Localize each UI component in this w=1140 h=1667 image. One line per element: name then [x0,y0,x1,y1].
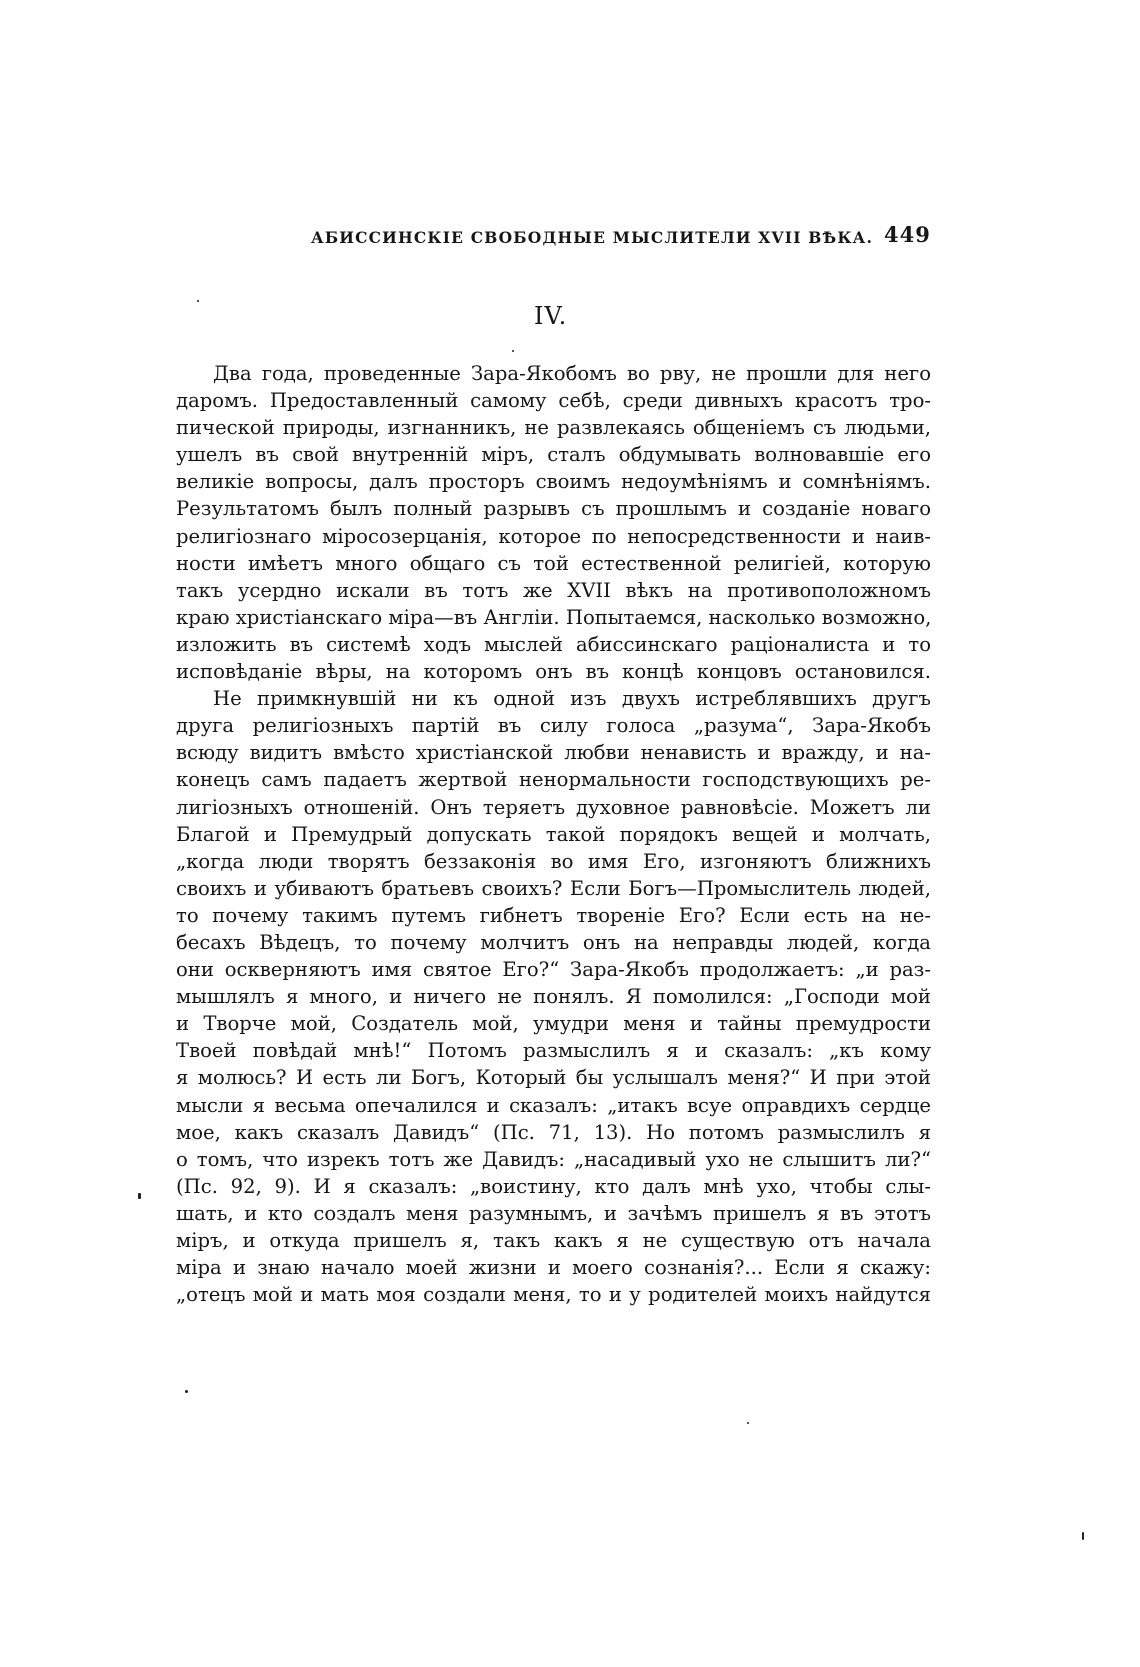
text-line: великіе вопросы, далъ просторъ своимъ недоумѣніямъ и сомнѣніямъ. [176,470,931,494]
text-line: Результатомъ былъ полный разрывъ съ прошлымъ и созданіе новаго [176,497,931,521]
text-line: бесахъ Вѣдецъ, то почему молчитъ онъ на неправды людей, когда [176,930,931,954]
text-line: мышлялъ я много, и ничего не понялъ. Я помолился: „Господи мой [176,985,931,1009]
text-line: ности имѣетъ много общаго съ той естественной религіей, которую [176,551,931,575]
text-line: всюду видитъ вмѣсто христіанской любви ненависть и вражду, и на- [176,741,931,765]
text-line: своихъ и убиваютъ братьевъ своихъ? Если Богъ—Промыслитель людей, [176,876,931,900]
text-line: они оскверняютъ имя святое Его?“ Зара-Якобъ продолжаетъ: „и раз- [176,958,931,982]
text-line: шать, и кто создалъ меня разумнымъ, и зачѣмъ пришелъ я въ этотъ [176,1201,931,1225]
page-number: 449 [884,222,931,247]
text-line: „отецъ мой и мать моя создали меня, то и у родителей моихъ найдутся [176,1283,931,1307]
text-line: Твоей повѣдай мнѣ!“ Потомъ размыслилъ я и сказалъ: „къ кому [176,1039,931,1063]
text-line: я молюсь? И есть ли Богъ, Который бы услышалъ меня?“ И при этой [176,1066,931,1090]
scan-speck [185,1390,188,1393]
text-line: и Творче мой, Создатель мой, умудри меня и тайны премудрости [176,1012,931,1036]
section-heading: IV. [534,302,568,330]
text-line: Не примкнувшій ни къ одной изъ двухъ истреблявшихъ другъ [213,687,931,711]
text-line: мое, какъ сказалъ Давидъ“ (Пс. 71, 13). Но потомъ размыслилъ я [176,1120,931,1144]
text-line: конецъ самъ падаетъ жертвой ненормальности господствующихъ ре- [176,768,931,792]
text-line: пической природы, изгнанникъ, не развлекаясь общеніемъ съ людьми, [176,416,931,440]
text-line: даромъ. Предоставленный самому себѣ, среди дивныхъ красотъ тро- [176,389,931,413]
text-line: ушелъ въ свой внутренній міръ, сталъ обдумывать волновавшіе его [176,443,931,467]
scan-speck [747,1422,749,1424]
text-line: мысли я весьма опечалился и сказалъ: „итакъ всуе оправдихъ сердце [176,1093,931,1117]
text-line: лигіозныхъ отношеній. Онъ теряетъ духовное равновѣсіе. Можетъ ли [176,795,931,819]
scan-speck [512,350,514,352]
scan-speck [197,300,199,302]
scan-speck [1082,1532,1084,1540]
running-head: АБИССИНСКІЕ СВОБОДНЫЕ МЫСЛИТЕЛИ XVII ВѢКА. [311,228,874,247]
text-line: изложить въ системѣ ходъ мыслей абиссинскаго раціоналиста и то [176,632,931,656]
text-line: религіознаго міросозерцанія, которое по непосредственности и наив- [176,524,931,548]
text-line: исповѣданіе вѣры, на которомъ онъ въ концѣ концовъ остановился. [176,660,931,684]
text-line: такъ усердно искали въ тотъ же XVII вѣкъ на противоположномъ [176,578,931,602]
text-line: „когда люди творятъ беззаконія во имя Его, изгоняютъ ближнихъ [176,849,931,873]
text-line: (Пс. 92, 9). И я сказалъ: „воистину, кто далъ мнѣ ухо, чтобы слы- [176,1174,931,1198]
text-line: міра и знаю начало моей жизни и моего сознанія?... Если я скажу: [176,1256,931,1280]
scan-speck [138,1193,141,1199]
text-line: Два года, проведенные Зара-Якобомъ во рву, не прошли для него [213,362,931,385]
text-line: міръ, и откуда пришелъ я, такъ какъ я не существую отъ начала [176,1229,931,1252]
text-line: Благой и Премудрый допускать такой порядокъ вещей и молчать, [176,822,931,846]
text-line: то почему такимъ путемъ гибнетъ твореніе Его? Если есть на не- [176,903,931,927]
text-line: о томъ, что изрекъ тотъ же Давидъ: „насадивый ухо не слышитъ ли?“ [176,1147,931,1171]
body-text [176,360,931,1308]
text-line: друга религіозныхъ партій въ силу голоса „разума“, Зара-Якобъ [176,714,931,738]
text-line: краю христіанскаго міра—въ Англіи. Попытаемся, насколько возможно, [176,605,931,629]
